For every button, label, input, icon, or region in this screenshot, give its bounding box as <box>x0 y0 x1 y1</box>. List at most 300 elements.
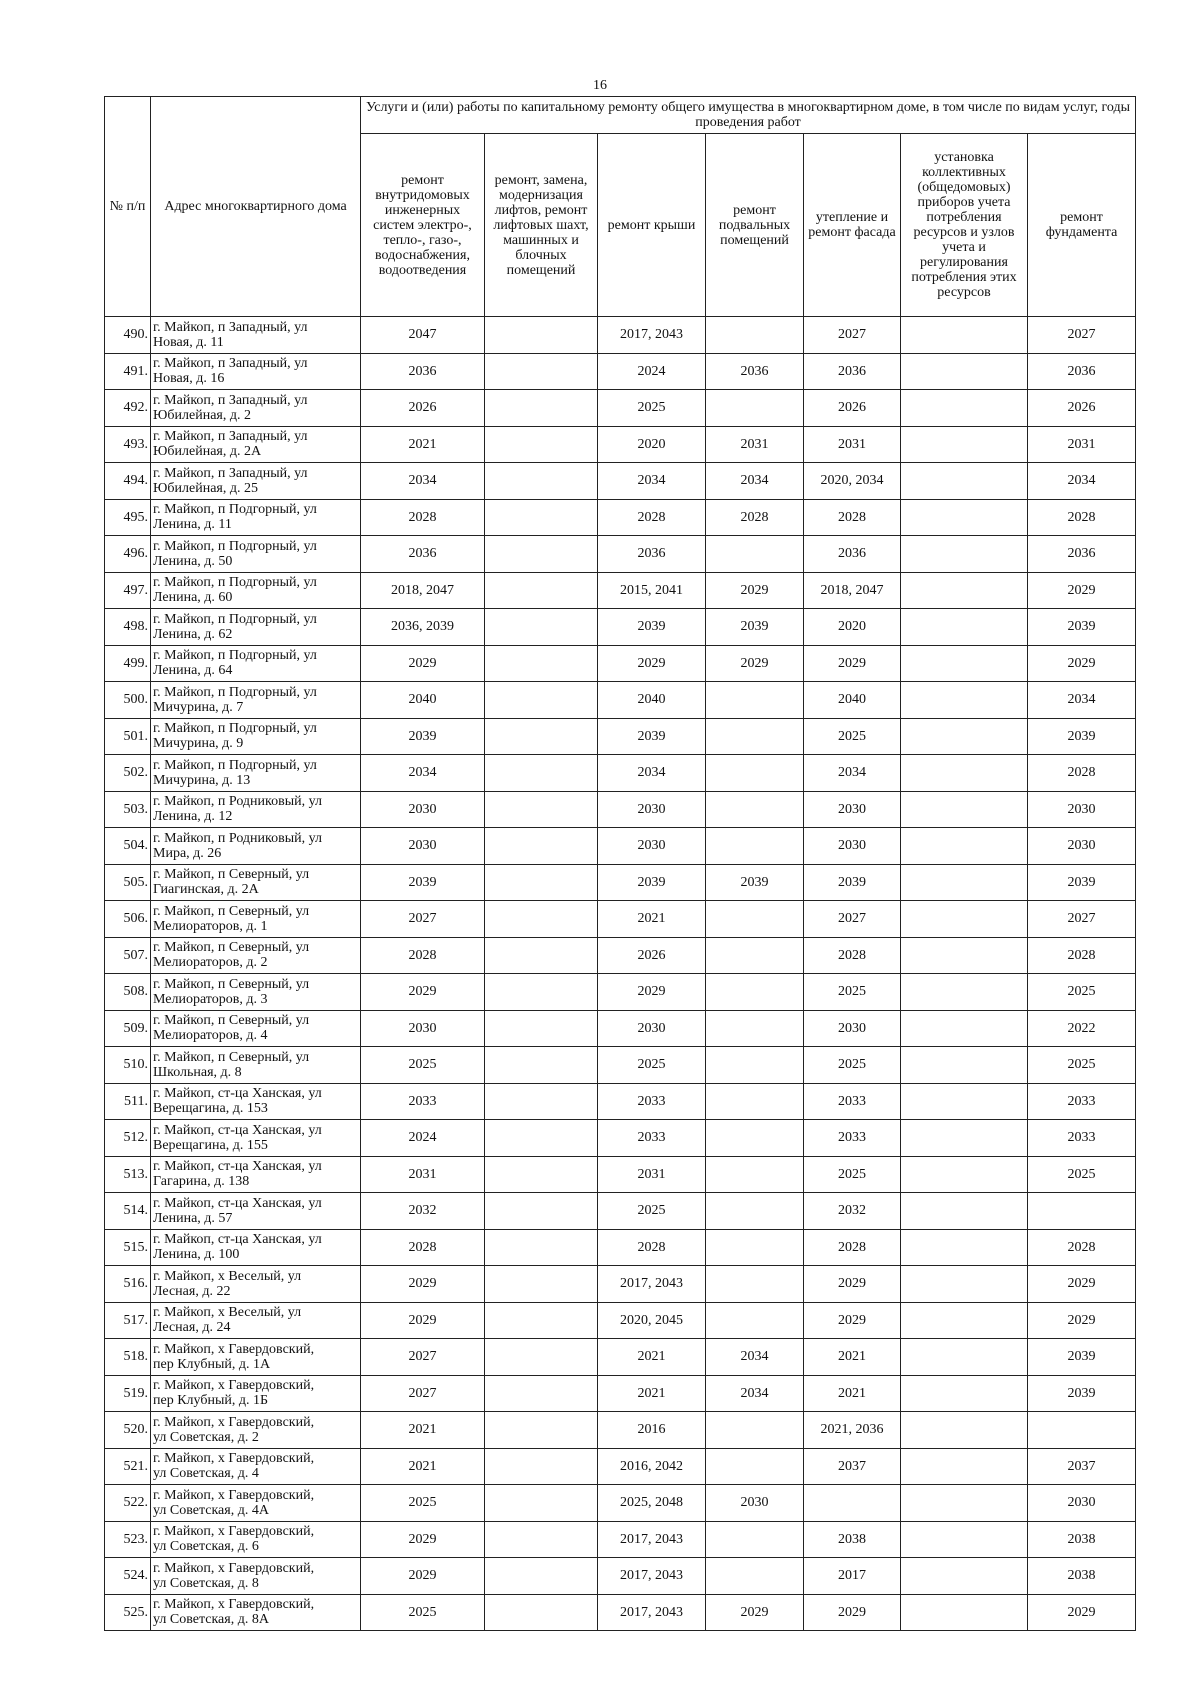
cell-elevators <box>485 645 598 682</box>
cell-facade: 2021, 2036 <box>804 1412 901 1449</box>
address-line-street: Ленина, д. 50 <box>153 553 233 569</box>
address-line-street: Мичурина, д. 7 <box>153 699 244 715</box>
cell-facade: 2034 <box>804 755 901 792</box>
cell-facade: 2036 <box>804 536 901 573</box>
cell-elevators <box>485 1120 598 1157</box>
address-line-street: Гиагинская, д. 2А <box>153 882 259 898</box>
capital-repair-table <box>104 96 1136 1631</box>
cell-facade: 2018, 2047 <box>804 572 901 609</box>
cell-roof: 2030 <box>598 828 706 865</box>
header-service-foundation: ремонт фундамента <box>1028 134 1136 317</box>
cell-elevators <box>485 1047 598 1084</box>
cell-meters <box>901 937 1028 974</box>
cell-facade: 2017 <box>804 1558 901 1595</box>
row-number: 507. <box>105 937 151 974</box>
cell-basement <box>706 1558 804 1595</box>
cell-meters <box>901 1156 1028 1193</box>
table-row <box>105 1594 1136 1631</box>
table-row <box>105 791 1136 828</box>
row-number: 501. <box>105 718 151 755</box>
address-line-locality: г. Майкоп, п Подгорный, ул <box>153 721 317 737</box>
cell-foundation: 2030 <box>1028 1485 1136 1522</box>
cell-engineering: 2025 <box>361 1047 485 1084</box>
table-row <box>105 499 1136 536</box>
cell-meters <box>901 755 1028 792</box>
cell-facade: 2028 <box>804 1229 901 1266</box>
cell-roof: 2025 <box>598 1047 706 1084</box>
cell-engineering: 2021 <box>361 1448 485 1485</box>
address-line-locality: г. Майкоп, ст-ца Ханская, ул <box>153 1086 322 1102</box>
table-row <box>105 317 1136 354</box>
address-line-street: Лесная, д. 22 <box>153 1283 231 1299</box>
row-address <box>151 1120 361 1157</box>
address-line-street: Новая, д. 16 <box>153 371 225 387</box>
address-line-locality: г. Майкоп, п Западный, ул <box>153 356 308 372</box>
row-address <box>151 1339 361 1376</box>
address-line-street: пер Клубный, д. 1Б <box>153 1393 269 1409</box>
row-number: 498. <box>105 609 151 646</box>
address-line-locality: г. Майкоп, х Гавердовский, <box>153 1451 315 1467</box>
cell-foundation: 2025 <box>1028 1047 1136 1084</box>
cell-facade: 2039 <box>804 864 901 901</box>
address-line-locality: г. Майкоп, п Северный, ул <box>153 903 310 919</box>
header-number: № п/п <box>105 97 151 317</box>
cell-meters <box>901 572 1028 609</box>
cell-elevators <box>485 791 598 828</box>
address-line-street: Мелиораторов, д. 4 <box>153 1028 268 1044</box>
cell-meters <box>901 317 1028 354</box>
cell-engineering: 2030 <box>361 828 485 865</box>
cell-elevators <box>485 974 598 1011</box>
row-number: 505. <box>105 864 151 901</box>
cell-basement <box>706 1047 804 1084</box>
row-address <box>151 317 361 354</box>
cell-roof: 2020, 2045 <box>598 1302 706 1339</box>
table-body <box>105 317 1136 1631</box>
cell-facade: 2029 <box>804 1594 901 1631</box>
row-number: 521. <box>105 1448 151 1485</box>
cell-facade: 2020, 2034 <box>804 463 901 500</box>
cell-basement <box>706 791 804 828</box>
cell-facade: 2021 <box>804 1375 901 1412</box>
cell-foundation: 2027 <box>1028 317 1136 354</box>
address-line-locality: г. Майкоп, п Подгорный, ул <box>153 648 317 664</box>
cell-elevators <box>485 1229 598 1266</box>
address-line-locality: г. Майкоп, п Северный, ул <box>153 1013 310 1029</box>
header-service-roof: ремонт крыши <box>598 134 706 317</box>
cell-foundation: 2027 <box>1028 901 1136 938</box>
table-row <box>105 718 1136 755</box>
cell-basement <box>706 1448 804 1485</box>
cell-elevators <box>485 718 598 755</box>
cell-elevators <box>485 1339 598 1376</box>
cell-facade: 2038 <box>804 1521 901 1558</box>
cell-foundation: 2039 <box>1028 718 1136 755</box>
cell-foundation: 2025 <box>1028 1156 1136 1193</box>
table-row <box>105 1266 1136 1303</box>
address-line-locality: г. Майкоп, п Подгорный, ул <box>153 575 317 591</box>
cell-facade: 2027 <box>804 901 901 938</box>
address-line-locality: г. Майкоп, п Западный, ул <box>153 319 308 335</box>
row-number: 523. <box>105 1521 151 1558</box>
cell-facade: 2025 <box>804 1156 901 1193</box>
address-line-locality: г. Майкоп, п Подгорный, ул <box>153 611 317 627</box>
cell-foundation: 2026 <box>1028 390 1136 427</box>
cell-elevators <box>485 463 598 500</box>
cell-engineering: 2021 <box>361 426 485 463</box>
cell-elevators <box>485 390 598 427</box>
cell-engineering: 2029 <box>361 1521 485 1558</box>
cell-foundation: 2029 <box>1028 1266 1136 1303</box>
row-address <box>151 536 361 573</box>
cell-elevators <box>485 572 598 609</box>
cell-elevators <box>485 901 598 938</box>
cell-roof: 2030 <box>598 1010 706 1047</box>
header-service-basement: ремонт подвальных помещений <box>706 134 804 317</box>
cell-roof: 2017, 2043 <box>598 1521 706 1558</box>
row-number: 515. <box>105 1229 151 1266</box>
cell-engineering: 2028 <box>361 937 485 974</box>
cell-elevators <box>485 536 598 573</box>
cell-meters <box>901 499 1028 536</box>
cell-elevators <box>485 1193 598 1230</box>
row-number: 491. <box>105 353 151 390</box>
cell-elevators <box>485 1375 598 1412</box>
cell-facade: 2030 <box>804 791 901 828</box>
cell-basement: 2030 <box>706 1485 804 1522</box>
table-row <box>105 390 1136 427</box>
cell-foundation: 2037 <box>1028 1448 1136 1485</box>
cell-facade: 2025 <box>804 1047 901 1084</box>
table-row <box>105 1448 1136 1485</box>
row-number: 522. <box>105 1485 151 1522</box>
row-address <box>151 791 361 828</box>
table-row <box>105 682 1136 719</box>
cell-meters <box>901 1521 1028 1558</box>
address-line-street: Юбилейная, д. 25 <box>153 480 258 496</box>
cell-meters <box>901 718 1028 755</box>
header-service-meters: установка коллективных (общедомовых) приборов учета потребления ресурсов и узлов учета и регулирования потребления этих ресурсов <box>901 134 1028 317</box>
cell-roof: 2039 <box>598 864 706 901</box>
cell-meters <box>901 791 1028 828</box>
cell-facade: 2029 <box>804 1302 901 1339</box>
cell-meters <box>901 1229 1028 1266</box>
cell-basement <box>706 974 804 1011</box>
row-address <box>151 572 361 609</box>
cell-elevators <box>485 755 598 792</box>
cell-meters <box>901 536 1028 573</box>
cell-basement <box>706 1120 804 1157</box>
address-line-locality: г. Майкоп, х Гавердовский, <box>153 1414 315 1430</box>
row-address <box>151 645 361 682</box>
cell-meters <box>901 1339 1028 1376</box>
address-line-street: Верещагина, д. 153 <box>153 1101 268 1117</box>
table-row <box>105 463 1136 500</box>
cell-foundation: 2033 <box>1028 1120 1136 1157</box>
row-number: 508. <box>105 974 151 1011</box>
row-number: 493. <box>105 426 151 463</box>
cell-facade: 2028 <box>804 499 901 536</box>
cell-meters <box>901 1594 1028 1631</box>
address-line-street: Ленина, д. 11 <box>153 517 232 533</box>
cell-foundation: 2028 <box>1028 937 1136 974</box>
row-address <box>151 1010 361 1047</box>
address-line-street: Новая, д. 11 <box>153 334 224 350</box>
cell-basement <box>706 390 804 427</box>
cell-roof: 2025 <box>598 1193 706 1230</box>
cell-meters <box>901 1047 1028 1084</box>
row-number: 494. <box>105 463 151 500</box>
cell-foundation: 2036 <box>1028 353 1136 390</box>
row-address <box>151 864 361 901</box>
cell-foundation: 2029 <box>1028 645 1136 682</box>
cell-engineering: 2036 <box>361 353 485 390</box>
cell-engineering: 2027 <box>361 901 485 938</box>
cell-roof: 2021 <box>598 901 706 938</box>
table-row <box>105 937 1136 974</box>
address-line-locality: г. Майкоп, ст-ца Ханская, ул <box>153 1159 322 1175</box>
row-number: 500. <box>105 682 151 719</box>
table-row <box>105 645 1136 682</box>
cell-elevators <box>485 499 598 536</box>
cell-engineering: 2034 <box>361 463 485 500</box>
address-line-locality: г. Майкоп, п Подгорный, ул <box>153 684 317 700</box>
row-address <box>151 718 361 755</box>
cell-roof: 2034 <box>598 463 706 500</box>
address-line-street: Ленина, д. 62 <box>153 626 233 642</box>
cell-elevators <box>485 1010 598 1047</box>
cell-basement <box>706 1412 804 1449</box>
row-address <box>151 1266 361 1303</box>
cell-foundation: 2028 <box>1028 755 1136 792</box>
row-number: 519. <box>105 1375 151 1412</box>
table-row <box>105 755 1136 792</box>
cell-elevators <box>485 937 598 974</box>
address-line-locality: г. Майкоп, п Северный, ул <box>153 867 310 883</box>
cell-elevators <box>485 1485 598 1522</box>
cell-roof: 2030 <box>598 791 706 828</box>
row-address <box>151 1302 361 1339</box>
cell-roof: 2039 <box>598 609 706 646</box>
row-number: 509. <box>105 1010 151 1047</box>
cell-basement: 2039 <box>706 609 804 646</box>
cell-foundation: 2039 <box>1028 1375 1136 1412</box>
row-number: 499. <box>105 645 151 682</box>
row-number: 496. <box>105 536 151 573</box>
cell-roof: 2025 <box>598 390 706 427</box>
cell-basement <box>706 1083 804 1120</box>
cell-elevators <box>485 1266 598 1303</box>
cell-engineering: 2032 <box>361 1193 485 1230</box>
cell-meters <box>901 1302 1028 1339</box>
row-address <box>151 1156 361 1193</box>
cell-facade: 2027 <box>804 317 901 354</box>
row-address <box>151 1412 361 1449</box>
cell-foundation: 2029 <box>1028 1594 1136 1631</box>
address-line-street: Юбилейная, д. 2А <box>153 444 262 460</box>
cell-foundation: 2039 <box>1028 1339 1136 1376</box>
cell-elevators <box>485 1302 598 1339</box>
cell-basement <box>706 1266 804 1303</box>
row-number: 514. <box>105 1193 151 1230</box>
row-number: 504. <box>105 828 151 865</box>
cell-engineering: 2029 <box>361 1266 485 1303</box>
row-number: 490. <box>105 317 151 354</box>
cell-foundation: 2025 <box>1028 974 1136 1011</box>
cell-engineering: 2047 <box>361 317 485 354</box>
cell-roof: 2017, 2043 <box>598 1266 706 1303</box>
cell-basement <box>706 755 804 792</box>
cell-elevators <box>485 1412 598 1449</box>
cell-basement: 2029 <box>706 645 804 682</box>
cell-elevators <box>485 353 598 390</box>
table-row <box>105 1339 1136 1376</box>
cell-foundation: 2036 <box>1028 536 1136 573</box>
cell-facade: 2032 <box>804 1193 901 1230</box>
cell-foundation: 2022 <box>1028 1010 1136 1047</box>
cell-foundation: 2033 <box>1028 1083 1136 1120</box>
cell-facade: 2030 <box>804 828 901 865</box>
table-row <box>105 864 1136 901</box>
cell-meters <box>901 609 1028 646</box>
table-row <box>105 536 1136 573</box>
cell-roof: 2017, 2043 <box>598 1594 706 1631</box>
row-address <box>151 1229 361 1266</box>
cell-engineering: 2033 <box>361 1083 485 1120</box>
cell-meters <box>901 463 1028 500</box>
cell-roof: 2040 <box>598 682 706 719</box>
cell-foundation: 2034 <box>1028 682 1136 719</box>
cell-engineering: 2030 <box>361 1010 485 1047</box>
row-address <box>151 1558 361 1595</box>
cell-elevators <box>485 1594 598 1631</box>
cell-roof: 2017, 2043 <box>598 1558 706 1595</box>
row-address <box>151 390 361 427</box>
cell-elevators <box>485 1448 598 1485</box>
address-line-locality: г. Майкоп, п Родниковый, ул <box>153 794 323 810</box>
table-row <box>105 828 1136 865</box>
address-line-locality: г. Майкоп, х Гавердовский, <box>153 1487 315 1503</box>
address-line-street: Ленина, д. 60 <box>153 590 233 606</box>
row-address <box>151 1448 361 1485</box>
cell-foundation: 2030 <box>1028 828 1136 865</box>
cell-meters <box>901 901 1028 938</box>
address-line-street: ул Советская, д. 8А <box>153 1612 269 1628</box>
cell-foundation: 2029 <box>1028 1302 1136 1339</box>
table-row <box>105 1010 1136 1047</box>
address-line-street: ул Советская, д. 2 <box>153 1429 259 1445</box>
address-line-street: пер Клубный, д. 1А <box>153 1356 271 1372</box>
cell-basement <box>706 1302 804 1339</box>
row-address <box>151 1485 361 1522</box>
cell-engineering: 2026 <box>361 390 485 427</box>
header-service-facade: утепление и ремонт фасада <box>804 134 901 317</box>
cell-meters <box>901 1448 1028 1485</box>
address-line-locality: г. Майкоп, п Северный, ул <box>153 940 310 956</box>
row-address <box>151 828 361 865</box>
cell-meters <box>901 1120 1028 1157</box>
header-address: Адрес многоквартирного дома <box>151 97 361 317</box>
cell-meters <box>901 974 1028 1011</box>
row-address <box>151 901 361 938</box>
cell-elevators <box>485 864 598 901</box>
cell-basement: 2034 <box>706 1339 804 1376</box>
row-number: 512. <box>105 1120 151 1157</box>
table-row <box>105 1047 1136 1084</box>
cell-elevators <box>485 1558 598 1595</box>
cell-facade: 2025 <box>804 974 901 1011</box>
cell-meters <box>901 645 1028 682</box>
address-line-locality: г. Майкоп, ст-ца Ханская, ул <box>153 1232 322 1248</box>
row-number: 524. <box>105 1558 151 1595</box>
cell-basement <box>706 828 804 865</box>
cell-meters <box>901 390 1028 427</box>
table-row <box>105 1302 1136 1339</box>
row-number: 495. <box>105 499 151 536</box>
cell-meters <box>901 864 1028 901</box>
address-line-locality: г. Майкоп, ст-ца Ханская, ул <box>153 1122 322 1138</box>
cell-facade: 2030 <box>804 1010 901 1047</box>
cell-roof: 2020 <box>598 426 706 463</box>
address-line-locality: г. Майкоп, х Гавердовский, <box>153 1560 315 1576</box>
cell-engineering: 2021 <box>361 1412 485 1449</box>
cell-facade: 2037 <box>804 1448 901 1485</box>
cell-roof: 2036 <box>598 536 706 573</box>
cell-facade: 2028 <box>804 937 901 974</box>
table-row <box>105 1485 1136 1522</box>
cell-meters <box>901 682 1028 719</box>
row-number: 492. <box>105 390 151 427</box>
cell-facade: 2021 <box>804 1339 901 1376</box>
row-address <box>151 1594 361 1631</box>
address-line-street: Ленина, д. 64 <box>153 663 233 679</box>
cell-roof: 2025, 2048 <box>598 1485 706 1522</box>
cell-engineering: 2029 <box>361 1558 485 1595</box>
cell-engineering: 2029 <box>361 1302 485 1339</box>
address-line-street: ул Советская, д. 6 <box>153 1539 259 1555</box>
cell-meters <box>901 1266 1028 1303</box>
row-number: 510. <box>105 1047 151 1084</box>
cell-facade: 2020 <box>804 609 901 646</box>
cell-basement <box>706 901 804 938</box>
cell-basement: 2036 <box>706 353 804 390</box>
row-address <box>151 499 361 536</box>
cell-elevators <box>485 682 598 719</box>
header-service-elevators: ремонт, замена, модернизация лифтов, ремонт лифтовых шахт, машинных и блочных помещений <box>485 134 598 317</box>
address-line-street: ул Советская, д. 4 <box>153 1466 259 1482</box>
table-row <box>105 1412 1136 1449</box>
cell-basement <box>706 1229 804 1266</box>
row-address <box>151 974 361 1011</box>
cell-facade: 2033 <box>804 1120 901 1157</box>
address-line-street: Лесная, д. 24 <box>153 1320 231 1336</box>
address-line-locality: г. Майкоп, х Гавердовский, <box>153 1597 315 1613</box>
table-row <box>105 1558 1136 1595</box>
cell-foundation <box>1028 1193 1136 1230</box>
address-line-street: Верещагина, д. 155 <box>153 1137 268 1153</box>
row-address <box>151 682 361 719</box>
table-row <box>105 1375 1136 1412</box>
cell-meters <box>901 1010 1028 1047</box>
cell-foundation: 2038 <box>1028 1521 1136 1558</box>
cell-elevators <box>485 1156 598 1193</box>
row-address <box>151 609 361 646</box>
row-number: 520. <box>105 1412 151 1449</box>
cell-foundation <box>1028 1412 1136 1449</box>
address-line-locality: г. Майкоп, п Северный, ул <box>153 1049 310 1065</box>
cell-basement <box>706 1193 804 1230</box>
row-number: 518. <box>105 1339 151 1376</box>
